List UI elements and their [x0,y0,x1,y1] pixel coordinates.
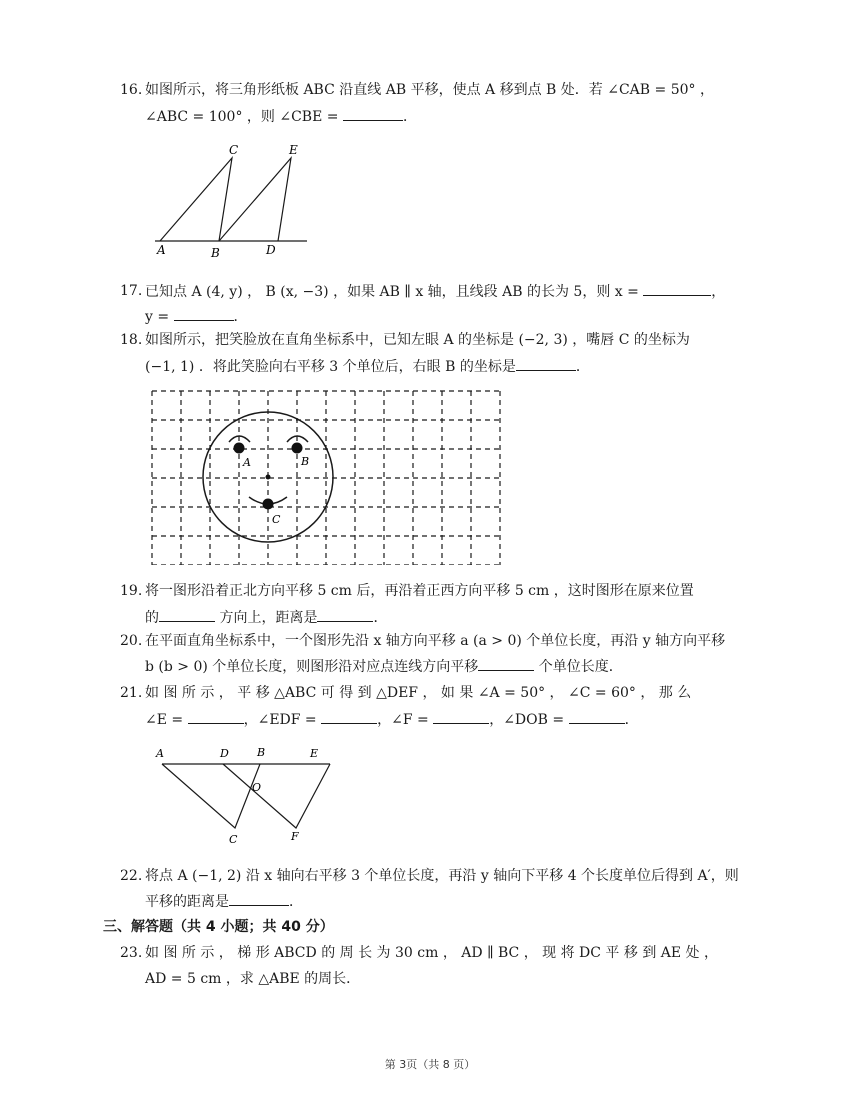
q21-text-line2-c: ，∠F = [377,712,434,728]
q21-label-o: O [252,781,262,794]
q21-text-line2-d: ，∠DOB = [489,712,569,728]
q21-label-d: D [220,747,229,760]
q16-answer-blank[interactable] [343,106,403,121]
q16-label-e: E [289,143,298,157]
q19-text-line2-b: 方向上，距离是 [215,610,318,626]
q23-text-line1: 如 图 所 示 ， 梯 形 ABCD 的 周 长 为 30 cm ， AD ∥ BC ， 现 将 DC 平 移 到 AE 处 ， [145,945,719,961]
section-3-heading: 三、解答题（共 4 小题；共 40 分） [103,919,334,935]
q19-text-line1: 将一图形沿着正北方向平移 5 cm 后，再沿着正西方向平移 5 cm ，这时图形在原来位置 [145,583,694,599]
q16-number: 16. [120,82,143,98]
q20-text-line2 [145,656,623,677]
q21-label-b: B [257,746,266,759]
q20-answer-blank[interactable] [478,656,534,671]
q17-number: 17. [120,283,143,299]
q16-text-line2 [145,106,417,127]
q21-label-c: C [229,833,238,846]
q22-text-line1: 将点 A (−1, 2) 沿 x 轴向右平移 3 个单位长度，再沿 y 轴向下平移 4 个长度单位后得到 A′，则 [145,868,739,884]
q16-text-line2-end: ． [402,109,417,125]
q16-figure [150,140,310,262]
q19-text-line2-end: ． [373,610,388,626]
q19-answer-blank-direction[interactable] [159,607,215,622]
q23-number: 23. [120,945,143,961]
q18-left-eye-a [234,443,245,454]
q22-text-line2 [145,891,303,912]
q19-answer-blank-distance[interactable] [317,607,373,622]
q21-text-line2-end: ． [624,712,639,728]
q20-text-line2-main: b (b > 0) 个单位长度，则图形沿对应点连线方向平移 [145,659,479,675]
q21-figure [150,744,350,848]
q20-text-line2-end: 个单位长度． [534,659,623,675]
q18-dashed-grid [152,391,500,565]
q17-text-line1 [145,281,725,302]
q18-right-eye-b [292,443,303,454]
q18-text-line2 [145,356,590,377]
q16-label-c: C [229,143,239,157]
q21-number: 21. [120,685,143,701]
q22-number: 22. [120,868,143,884]
q17-text-line2-main: y = [145,309,174,325]
q20-number: 20. [120,633,143,649]
q17-answer-blank-x[interactable] [643,281,711,296]
q21-triangle-abc [162,764,260,828]
q20-text-line1: 在平面直角坐标系中，一个图形先沿 x 轴方向平移 a (a > 0) 个单位长度，再沿 y 轴方向平移 [145,633,726,649]
q18-text-line2-main: (−1, 1) ．将此笑脸向右平移 3 个单位后，右眼 B 的坐标是 [145,359,516,375]
q21-text-line2 [145,709,639,730]
q18-number: 18. [120,332,143,348]
q18-label-b: B [301,455,310,468]
q16-text-line1: 如图所示，将三角形纸板 ABC 沿直线 AB 平移，使点 A 移到点 B 处．若 ∠CAB = 50° ， [145,82,714,98]
q18-nose [266,475,271,480]
q17-text-line2-end: ． [233,309,248,325]
q16-label-b: B [211,246,220,260]
q16-label-a: A [157,243,166,257]
q17-text-line2 [145,306,248,327]
q19-text-line2 [145,607,387,628]
q18-label-a: A [243,456,251,469]
q21-answer-blank-edf[interactable] [321,709,377,724]
q18-answer-blank[interactable] [516,356,576,371]
q19-text-line2-a: 的 [145,610,159,626]
q19-number: 19. [120,583,143,599]
q16-triangle-abc [160,158,232,241]
q22-text-line2-main: 平移的距离是 [145,894,229,910]
q23-text-line2: AD = 5 cm ，求 △ABE 的周长． [145,971,361,987]
q18-text-line2-end: ． [575,359,590,375]
q22-answer-blank[interactable] [229,891,289,906]
q18-label-c: C [272,513,281,526]
q21-text-line2-a: ∠E = [145,712,188,728]
q18-smiley-grid-figure [145,385,510,565]
q17-answer-blank-y[interactable] [174,306,234,321]
q21-text-line2-b: ，∠EDF = [243,712,322,728]
q21-label-a: A [156,747,164,760]
q21-answer-blank-f[interactable] [433,709,489,724]
q21-answer-blank-dob[interactable] [569,709,625,724]
q16-text-line2-main: ∠ABC = 100° ，则 ∠CBE = [145,109,343,125]
q21-text-line1: 如 图 所 示 ， 平 移 △ABC 可 得 到 △DEF ， 如 果 ∠A = 50° ， ∠C = 60° ， 那 么 [145,685,692,701]
page-footer: 第 3页（共 8 页） [384,1058,476,1071]
q21-label-f: F [291,830,299,843]
q17-text-line1-end: ， [711,284,726,300]
q16-label-d: D [266,243,276,257]
q21-label-e: E [310,747,319,760]
q18-text-line1: 如图所示，把笑脸放在直角坐标系中，已知左眼 A 的坐标是 (−2, 3) ，嘴唇 C 的坐标为 [145,332,690,348]
q21-answer-blank-e[interactable] [188,709,244,724]
q18-lip-c [263,499,274,510]
q17-text-line1-main: 已知点 A (4, y) ， B (x, −3) ，如果 AB ∥ x 轴，且线段 AB 的长为 5，则 x = [145,284,644,300]
q22-text-line2-end: ． [289,894,303,910]
